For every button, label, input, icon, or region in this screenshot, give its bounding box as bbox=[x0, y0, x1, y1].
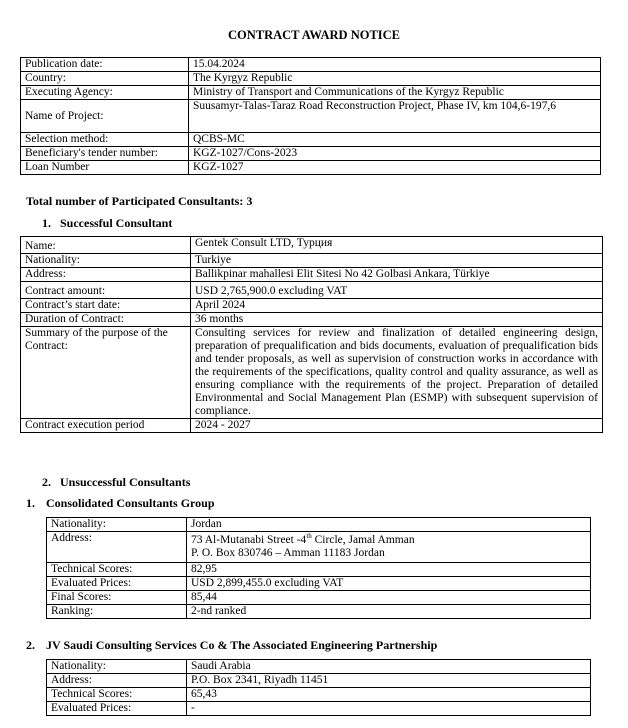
table-row bbox=[47, 702, 591, 716]
section-title: Unsuccessful Consultants bbox=[60, 475, 191, 489]
field-label: Duration of Contract: bbox=[21, 313, 191, 327]
field-value: Turkiye bbox=[191, 254, 603, 268]
field-value: 85,44 bbox=[187, 591, 591, 605]
consultant-number: 1. bbox=[26, 496, 35, 510]
total-consultants: Total number of Participated Consultants: 3 bbox=[26, 194, 253, 208]
table-row bbox=[21, 147, 601, 161]
field-value: QCBS-MC bbox=[189, 133, 601, 147]
field-value: USD 2,765,900.0 excluding VAT bbox=[191, 282, 603, 299]
field-value: P.O. Box 2341, Riyadh 11451 bbox=[187, 674, 591, 688]
table-row bbox=[21, 268, 603, 282]
field-value: 15.04.2024 bbox=[189, 58, 601, 72]
table-row bbox=[21, 86, 601, 100]
field-label: Technical Scores: bbox=[47, 688, 187, 702]
consultant-heading-1 bbox=[26, 496, 215, 511]
unsuccessful-consultant-table-1 bbox=[46, 517, 591, 619]
field-label: Contract’s start date: bbox=[21, 299, 191, 313]
field-label: Loan Number bbox=[21, 161, 189, 175]
table-row bbox=[21, 254, 603, 268]
table-row bbox=[21, 282, 603, 299]
section-heading-successful bbox=[42, 216, 172, 231]
field-label: Ranking: bbox=[47, 605, 187, 619]
field-label: Technical Scores: bbox=[47, 563, 187, 577]
field-value: Jordan bbox=[187, 518, 591, 532]
table-row bbox=[47, 688, 591, 702]
table-row bbox=[21, 313, 603, 327]
field-label: Contract execution period bbox=[21, 419, 191, 433]
field-value: Gentek Consult LTD, Турция bbox=[191, 237, 603, 254]
table-row bbox=[21, 161, 601, 175]
table-row bbox=[47, 577, 591, 591]
table-row bbox=[47, 563, 591, 577]
address-line: P. O. Box 830746 – Amman 11183 Jordan bbox=[191, 547, 385, 559]
field-value: Suusamyr-Talas-Taraz Road Reconstruction Project, Phase IV, km 104,6-197,6 bbox=[189, 100, 601, 133]
field-value: - bbox=[187, 702, 591, 716]
field-label: Address: bbox=[47, 674, 187, 688]
field-label: Nationality: bbox=[47, 660, 187, 674]
field-label: Nationality: bbox=[21, 254, 191, 268]
table-row bbox=[21, 327, 603, 419]
field-value: USD 2,899,455.0 excluding VAT bbox=[187, 577, 591, 591]
field-label: Selection method: bbox=[21, 133, 189, 147]
table-row bbox=[21, 419, 603, 433]
table-row bbox=[47, 660, 591, 674]
section-number: 2. bbox=[42, 475, 51, 489]
field-label: Contract amount: bbox=[21, 282, 191, 299]
project-info-table bbox=[20, 57, 601, 175]
table-row bbox=[21, 72, 601, 86]
field-value: Ballikpinar mahallesi Elit Sitesi No 42 Golbasi Ankara, Türkiye bbox=[191, 268, 603, 282]
address-line: 73 Al-Mutanabi Street -4th Circle, Jamal Amman bbox=[191, 532, 415, 546]
page-title: CONTRACT AWARD NOTICE bbox=[227, 28, 401, 42]
field-label: Summary of the purpose of the Contract: bbox=[21, 327, 191, 419]
field-label: Evaluated Prices: bbox=[47, 577, 187, 591]
section-title: Successful Consultant bbox=[60, 216, 173, 230]
field-label: Evaluated Prices: bbox=[47, 702, 187, 716]
field-label: Name of Project: bbox=[21, 100, 189, 133]
field-label: Address: bbox=[21, 268, 191, 282]
table-row bbox=[47, 591, 591, 605]
field-value: The Kyrgyz Republic bbox=[189, 72, 601, 86]
field-value: 82,95 bbox=[187, 563, 591, 577]
field-label: Address: bbox=[47, 532, 187, 563]
table-row bbox=[47, 518, 591, 532]
consultant-name: Consolidated Consultants Group bbox=[46, 496, 215, 510]
section-number: 1. bbox=[42, 216, 51, 230]
field-value: KGZ-1027 bbox=[189, 161, 601, 175]
field-label: Final Scores: bbox=[47, 591, 187, 605]
field-value: Saudi Arabia bbox=[187, 660, 591, 674]
table-row bbox=[21, 58, 601, 72]
field-label: Nationality: bbox=[47, 518, 187, 532]
consultant-name: JV Saudi Consulting Services Co & The Associated Engineering Partnership bbox=[46, 638, 438, 652]
table-row bbox=[47, 605, 591, 619]
consultant-heading-2 bbox=[26, 638, 437, 653]
unsuccessful-consultant-table-2 bbox=[46, 659, 591, 716]
field-value: Ministry of Transport and Communications of the Kyrgyz Republic bbox=[189, 86, 601, 100]
consultant-number: 2. bbox=[26, 638, 35, 652]
field-value: 2-nd ranked bbox=[187, 605, 591, 619]
field-value: 2024 - 2027 bbox=[191, 419, 603, 433]
table-row bbox=[21, 133, 601, 147]
field-label: Country: bbox=[21, 72, 189, 86]
table-row bbox=[47, 674, 591, 688]
field-label: Executing Agency: bbox=[21, 86, 189, 100]
table-row bbox=[21, 100, 601, 133]
field-value bbox=[187, 532, 591, 563]
field-value: April 2024 bbox=[191, 299, 603, 313]
section-heading-unsuccessful bbox=[42, 475, 190, 490]
field-value: KGZ-1027/Cons-2023 bbox=[189, 147, 601, 161]
successful-consultant-table bbox=[20, 236, 603, 433]
field-label: Name: bbox=[21, 237, 191, 254]
table-row bbox=[21, 299, 603, 313]
field-value: 65,43 bbox=[187, 688, 591, 702]
field-value: 36 months bbox=[191, 313, 603, 327]
table-row bbox=[47, 532, 591, 563]
field-label: Publication date: bbox=[21, 58, 189, 72]
table-row bbox=[21, 237, 603, 254]
field-value: Consulting services for review and finalization of detailed engineering design, preparation of prequalification and bids documents, evaluation of prequalification bids and tender proposals, as well as supervision of construction works in accordance with the requirements of the specifications, quality control and quality assurance, as well as ensuring compliance with the requirements of the project. Preparation of detailed Environmental and Social Management Plan (ESMP) with subsequent supervision of compliance. bbox=[191, 327, 603, 419]
field-label: Beneficiary's tender number: bbox=[21, 147, 189, 161]
